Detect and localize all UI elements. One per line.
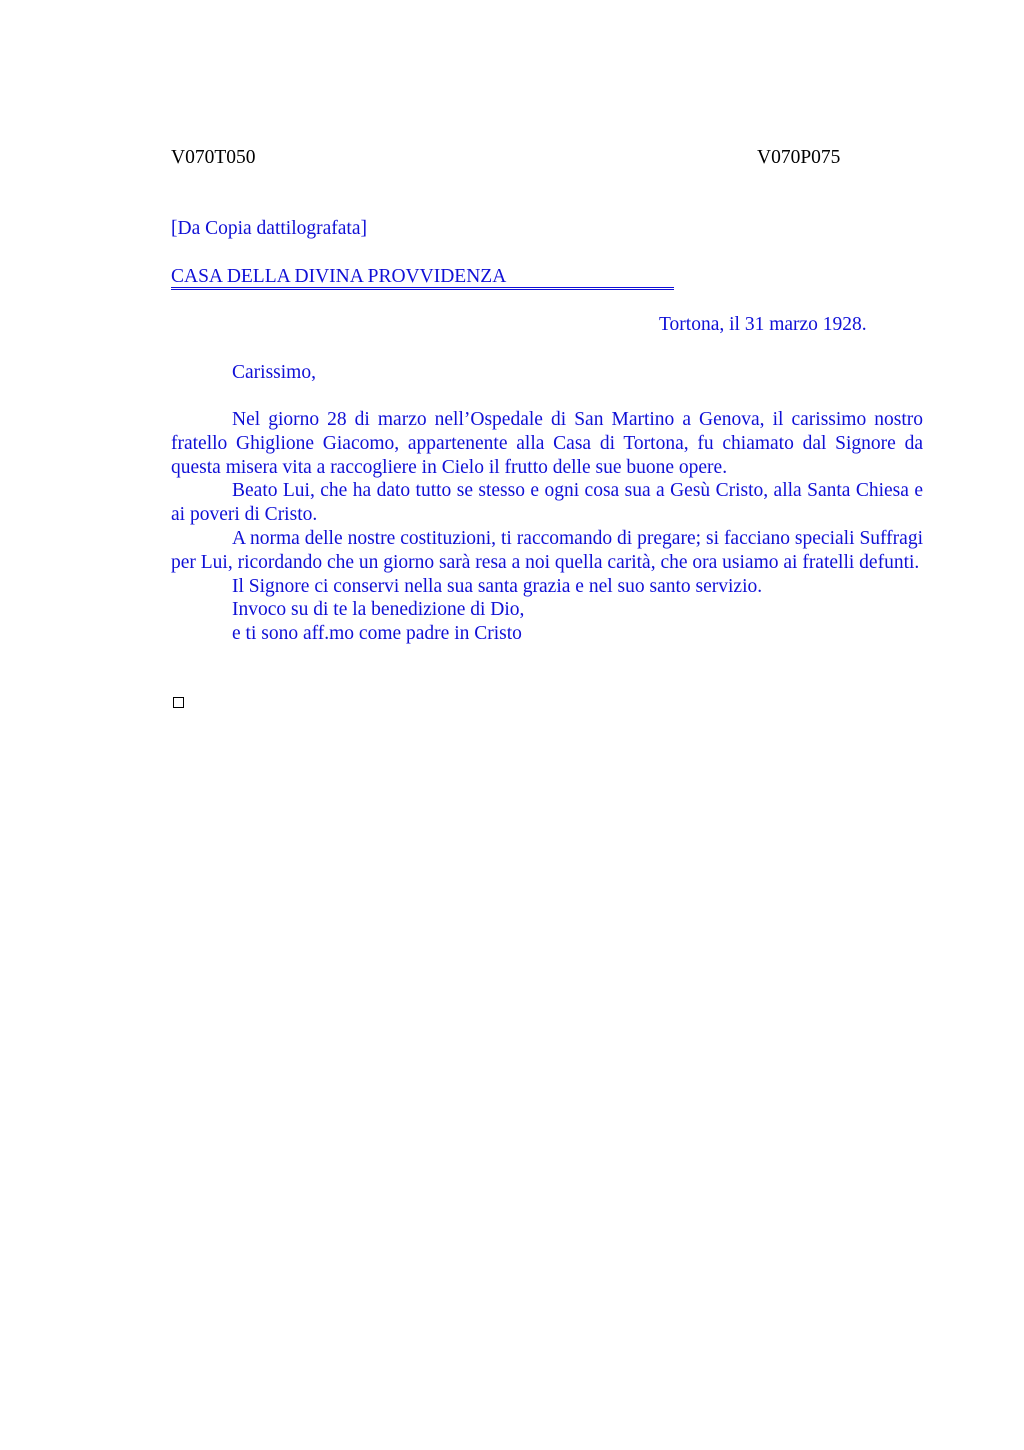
- document-reference-left: V070T050: [171, 147, 256, 168]
- source-note: [Da Copia dattilografata]: [171, 218, 367, 239]
- letterhead: CASA DELLA DIVINA PROVVIDENZA: [171, 265, 674, 290]
- paragraph: Nel giorno 28 di marzo nell’Ospedale di San Martino a Genova, il carissimo nostro fratello Ghiglione Giacomo, appartenente alla Casa di Tortona, fu chiamato dal Signore da questa misera vita a raccogliere in Cielo il frutto delle sue buone opere.: [171, 409, 923, 478]
- paragraph: Invoco su di te la benedizione di Dio,: [232, 599, 525, 621]
- paragraph: Il Signore ci conservi nella sua santa grazia e nel suo santo servizio.: [232, 575, 763, 597]
- square-outline-icon: [173, 697, 184, 708]
- salutation: Carissimo,: [232, 362, 316, 383]
- closing-line: e ti sono aff.mo come padre in Cristo: [232, 623, 522, 645]
- paragraph: A norma delle nostre costituzioni, ti raccomando di pregare; si facciano speciali Suffragi per Lui, ricordando che un giorno sarà resa a noi quella carità, che ora usiamo ai fratelli defunti.: [171, 527, 923, 573]
- dateline: Tortona, il 31 marzo 1928.: [659, 314, 867, 335]
- document-reference-right: V070P075: [757, 147, 841, 168]
- letter-body: [171, 408, 923, 646]
- paragraph: Beato Lui, che ha dato tutto se stesso e ogni cosa sua a Gesù Cristo, alla Santa Chiesa e ai poveri di Cristo.: [171, 480, 923, 526]
